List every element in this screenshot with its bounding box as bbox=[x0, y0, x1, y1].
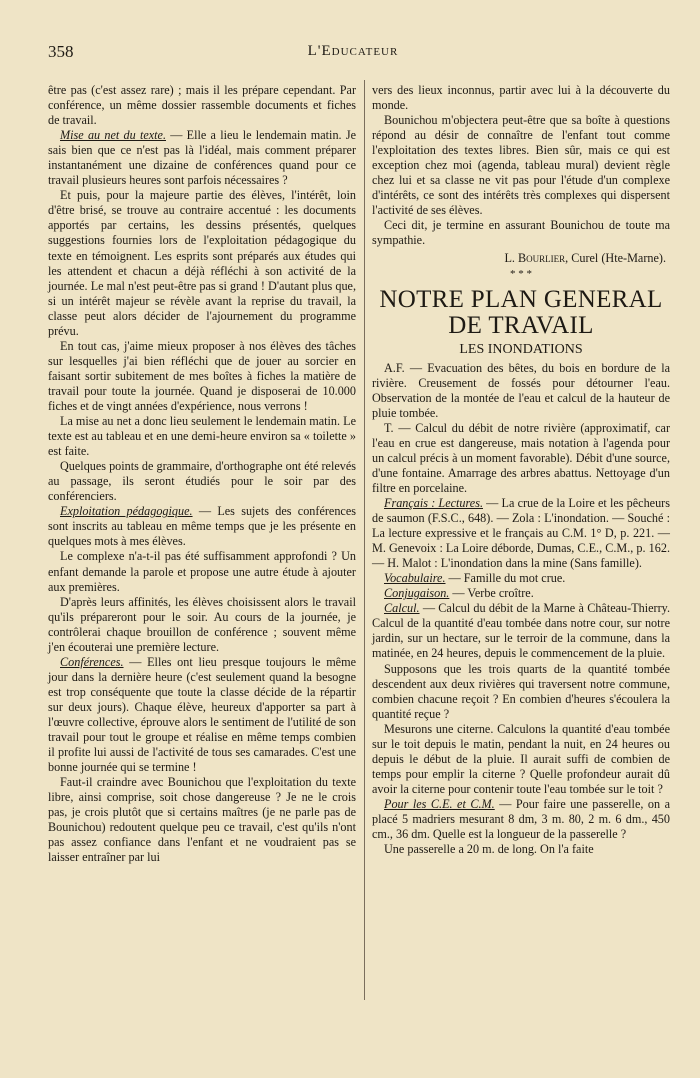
paragraph bbox=[48, 459, 356, 504]
paragraph-text: Mesurons une citerne. Calculons la quantité d'eau tombée sur le toit depuis le matin, pendant la nuit, en 24 heures ou depuis le début de la pluie. Il aurait suffi de combien de temps pour emplir la citerne ? Quelle profondeur aurait dû avoir la citerne pour contenir toute l'eau tombée sur le toit ? bbox=[372, 721, 670, 796]
paragraph-text: Quelques points de grammaire, d'orthographe ont été relevés au passage, ils seront étudiés pour le soir par des conférenciers. bbox=[48, 459, 356, 504]
paragraph bbox=[372, 83, 670, 113]
paragraph-text: — Les sujets des conférences sont inscrits au tableau en même temps que je les présente en quelques mots à mes élèves. bbox=[48, 504, 356, 549]
paragraph bbox=[48, 83, 356, 128]
paragraph-text: — Elles ont lieu presque toujours le même jour dans la dernière heure (c'est seulement quand la besogne est trop conséquente que toute la classe décide de la répartir sur deux jours). Chaque élève, heureux d'apporter sa part à l'œuvre collective, éprouve alors le sentiment de l'utilité de son travail pour tout le groupe et réalise en même temps combien il profite lui aussi de l'activité de tous ses camarades. C'est une bonne journée qui se termine ! bbox=[48, 654, 356, 775]
paragraph-text: A.F. — Evacuation des bêtes, du bois en bordure de la rivière. Creusement de fossés pour détourner l'eau. Observation de la montée de l'eau et calcul de la hauteur de pluie tombée. bbox=[372, 360, 670, 420]
paragraph-text: Une passerelle a 20 m. de long. On l'a faite bbox=[384, 842, 594, 857]
right-column bbox=[372, 83, 670, 857]
paragraph-text: Et puis, pour la majeure partie des élèves, l'intérêt, loin d'être brisé, se trouve au contraire accentué : les documents apportés par certains, les dessins présentés, quelques suggestions fournies lors de l'exploitation pédagogique du texte en témoignent. Les esprits sont préparés aux études qui les attendent et chacun a déjà réfléchi à son activité de la journée. Le mal n'est peut-être pas si grand ! D'autant plus que, si un intérêt majeur se révèle avant la reprise du travail, la classe peut alors décider de l'ajournement du programme prévu. bbox=[48, 188, 356, 338]
paragraph-lead: Conférences. bbox=[60, 654, 124, 669]
paragraph bbox=[372, 496, 670, 571]
paragraph bbox=[372, 722, 670, 797]
paragraph-text: T. — Calcul du débit de notre rivière (approximatif, car l'eau en crue est dangereuse, mais notation à l'agenda pour un calcul précis à un moment favorable). Débit d'une source, d'une fontaine. Amarrage des arbres abattus. Nettoyage d'un filtre en porcelaine. bbox=[372, 420, 670, 495]
paragraph-text: En tout cas, j'aime mieux proposer à nos élèves des tâches sur lesquelles j'ai bien réfléchi que de jouer au sorcier en faisant sortir subitement de mes boîtes à fiches la matière de travail pour toute la journée. Quand je disposerai de 10.000 fiches et de vingt années d'expérience, nous verrons ! bbox=[48, 338, 356, 413]
signature-place: , Curel (Hte-Marne). bbox=[565, 250, 666, 265]
paragraph-text: D'après leurs affinités, les élèves choisissent alors le travail qu'ils prépareront pour le soir. Au cours de la journée, je contrôlerai chaque brouillon de conférence ; souvent même j'en écouterai une première lecture. bbox=[48, 594, 356, 654]
paragraph-text: — Elle a lieu le lendemain matin. Je sais bien que ce n'est pas là l'idéal, mais comment préparer instantanément une dizaine de conférences quand pour ce travail plusieurs heures sont parfois nécessaires ? bbox=[48, 128, 356, 188]
signature bbox=[372, 251, 670, 266]
paragraph bbox=[48, 414, 356, 459]
paragraph bbox=[48, 128, 356, 188]
paragraph bbox=[48, 775, 356, 865]
paragraph-lead: Conjugaison. bbox=[384, 586, 450, 601]
paragraph-lead: Calcul. bbox=[384, 601, 420, 616]
paragraph-text: — Pour faire une passerelle, on a placé 5 madriers mesurant 8 dm, 3 m. 80, 2 m. 6 dm., 450 cm., 36 dm. Quelle est la longueur de la passerelle ? bbox=[372, 796, 670, 842]
paragraph bbox=[372, 421, 670, 496]
paragraph bbox=[372, 601, 670, 661]
paragraph-text: être pas (c'est assez rare) ; mais il les prépare cependant. Par conférence, un même dossier rassemble documents et fiches de travail. bbox=[48, 83, 356, 128]
paragraph-text: — La crue de la Loire et les pêcheurs de saumon (F.S.C., 648). — Zola : L'inondation. — Souché : La lecture expressive et le français au C.M. 1° D, p. 221. — M. Genevoix : La Loire déborde, Dumas, C.E., C.M., p. 162. — H. Malot : L'inondation dans la mine (Sans famille). bbox=[372, 495, 670, 571]
paragraph bbox=[48, 504, 356, 549]
paragraph bbox=[48, 655, 356, 775]
paragraph-lead: Pour les C.E. et C.M. bbox=[384, 796, 495, 811]
paragraph-text: — Calcul du débit de la Marne à Château-Thierry. Calcul de la quantité d'eau tombée dans notre cour, sur notre jardin, sur un hectare, sur le terroir de la commune, dans la matinée, en 24 heures, depuis le commencement de la pluie. bbox=[372, 601, 670, 661]
paragraph bbox=[372, 842, 670, 857]
paragraph bbox=[48, 339, 356, 414]
paragraph bbox=[48, 549, 356, 594]
running-title: L'Educateur bbox=[307, 43, 399, 59]
paragraph-text: Le complexe n'a-t-il pas été suffisamment approfondi ? Un enfant demande la parole et propose une autre étude à ajouter aux premières. bbox=[48, 549, 356, 594]
page-number: 358 bbox=[48, 42, 74, 61]
article-subtitle: LES INONDATIONS bbox=[459, 341, 583, 357]
left-column bbox=[48, 83, 356, 865]
paragraph bbox=[372, 361, 670, 421]
signature-name: L. Bourlier bbox=[504, 250, 566, 265]
paragraph bbox=[372, 797, 670, 842]
section-separator: * * * bbox=[510, 267, 532, 280]
paragraph bbox=[48, 595, 356, 655]
page-header bbox=[48, 42, 658, 64]
paragraph-text: Faut-il craindre avec Bounichou que l'exploitation du texte libre, ainsi comprise, soit chose dangereuse ? Je ne le crois pas, je crois plutôt que si certains maîtres (je ne parle pas de Bounichou) redoutent quelque peu ce travail, c'est qu'ils n'ont pas assez confiance dans l'enfant et ne voudraient pas se laisser entraîner par lui bbox=[48, 775, 356, 865]
article-title-line1: NOTRE PLAN GENERAL bbox=[379, 285, 663, 313]
paragraph-text: Bounichou m'objectera peut-être que sa boîte à questions répond au désir de connaître de l'enfant tout comme l'exploitation des textes libres. Bien sûr, mais ce qui est exception chez moi (agenda, tableau mural) devient règle chez lui et sa classe ne vit pas pour l'étude d'un complexe d'intérêts, ce sont des intérêts très complexes qui dispersent l'activité de ses élèves. bbox=[372, 113, 670, 218]
letter-continuation bbox=[372, 83, 670, 249]
column-divider bbox=[364, 80, 365, 1000]
paragraph bbox=[372, 571, 670, 586]
paragraph-text: Supposons que les trois quarts de la quantité tombée descendent aux deux rivières qui traversent notre commune, combien chacune reçoit ? En combien d'heures s'écoulera la quantité reçue ? bbox=[372, 661, 670, 721]
paragraph bbox=[372, 113, 670, 218]
paragraph-lead: Exploitation pédagogique. bbox=[60, 504, 193, 519]
article-title-line2: DE TRAVAIL bbox=[448, 311, 594, 339]
paragraph bbox=[48, 188, 356, 338]
paragraph bbox=[372, 662, 670, 722]
paragraph-text: La mise au net a donc lieu seulement le lendemain matin. Le texte est au tableau et en une demi-heure environ sa « toilette » est faite. bbox=[48, 414, 356, 459]
paragraph-text: vers des lieux inconnus, partir avec lui à la découverte du monde. bbox=[372, 83, 670, 113]
article-body bbox=[372, 361, 670, 858]
paragraph-text: — Famille du mot crue. bbox=[445, 571, 566, 586]
paragraph-lead: Français : Lectures. bbox=[384, 495, 483, 510]
paragraph bbox=[372, 586, 670, 601]
paragraph-lead: Vocabulaire. bbox=[384, 571, 446, 586]
paragraph-text: Ceci dit, je termine en assurant Bounichou de toute ma sympathie. bbox=[372, 218, 670, 248]
paragraph-lead: Mise au net du texte. bbox=[60, 128, 166, 143]
paragraph bbox=[372, 218, 670, 248]
paragraph-text: — Verbe croître. bbox=[449, 586, 534, 601]
